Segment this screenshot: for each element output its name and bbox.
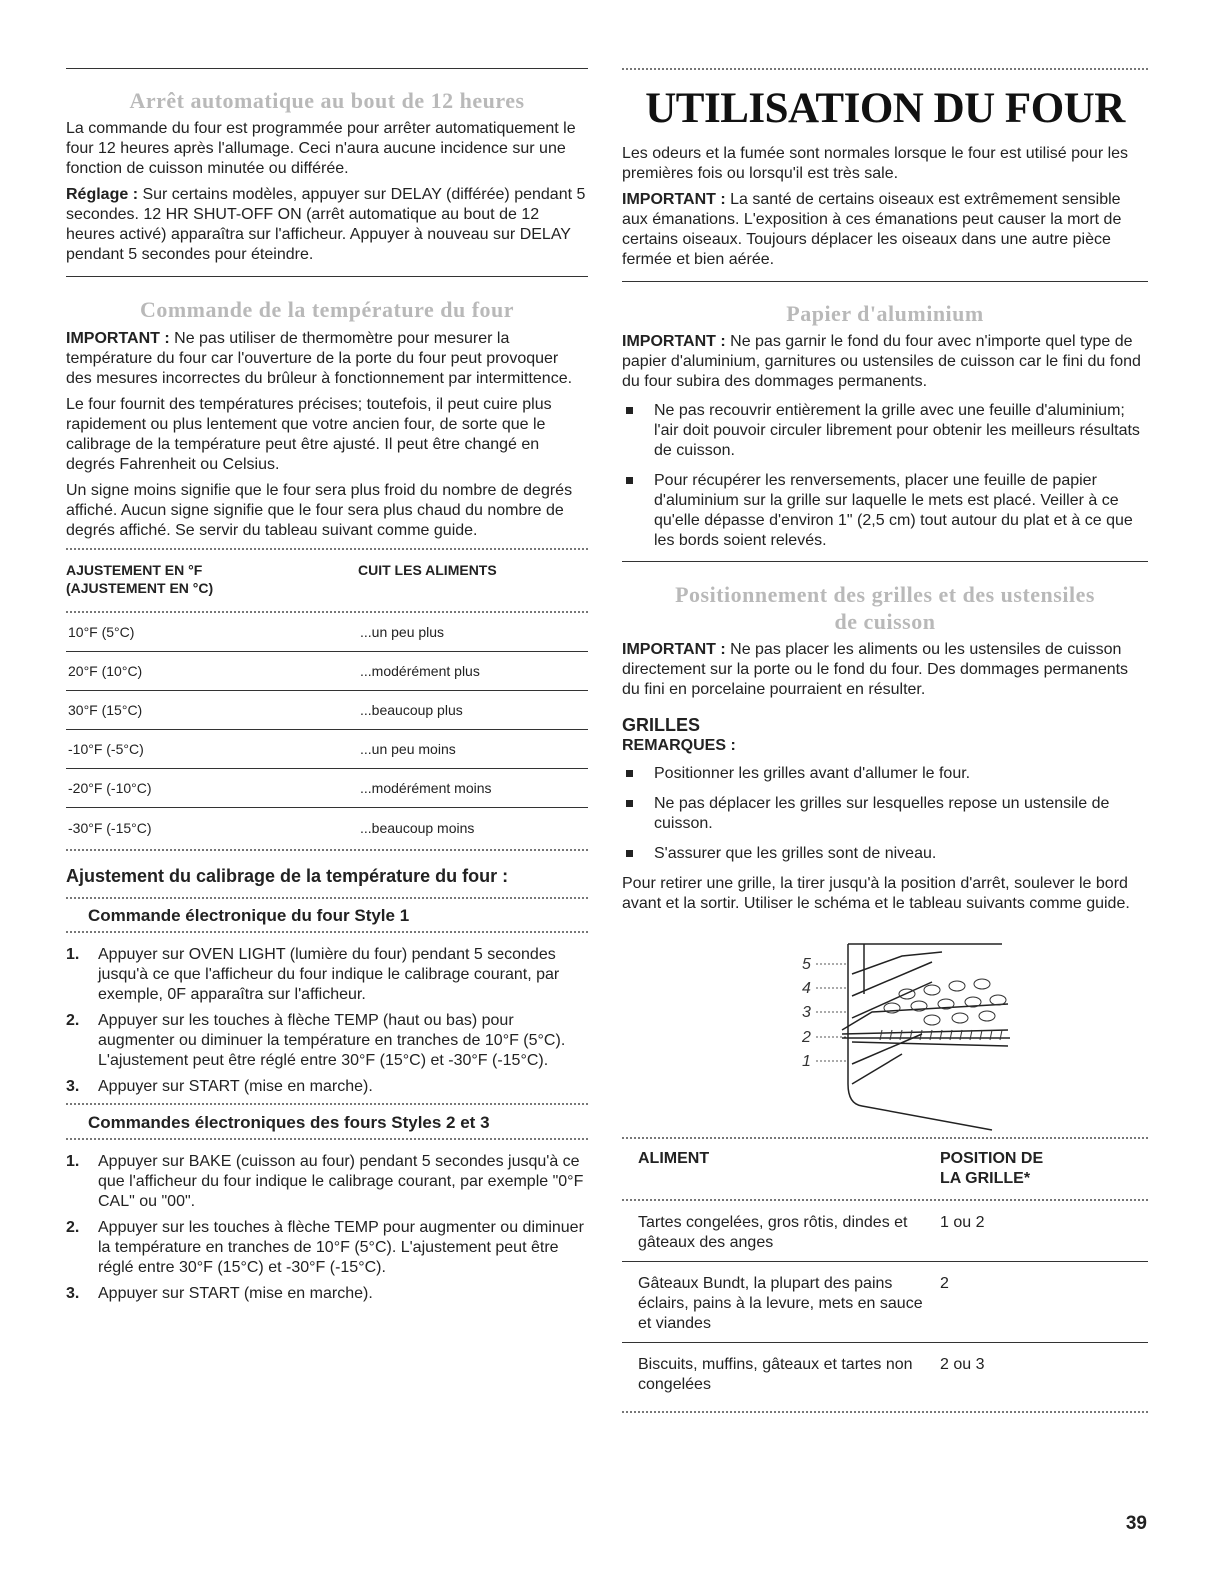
right-column [622, 0, 1148, 1413]
paragraph: Les odeurs et la fumée sont normales lorsque le four est utilisé pour les premières fois ou lorsqu'il est très sale. [622, 145, 1129, 182]
table-bottom-rule [66, 849, 588, 851]
bold-label: IMPORTANT : [622, 333, 726, 350]
rack-label-4: 4 [802, 980, 811, 997]
section-divider [66, 68, 588, 69]
section-divider [622, 561, 1148, 562]
table-row [66, 808, 588, 847]
title-rule [622, 68, 1148, 70]
page-number: 39 [1125, 1513, 1147, 1534]
table-row [66, 652, 588, 691]
rack-label-2: 2 [802, 1029, 811, 1046]
remarques-heading: REMARQUES : [622, 737, 736, 754]
paragraph [622, 640, 1148, 700]
style1-heading: Commande électronique du four Style 1 [88, 906, 410, 925]
bold-label: IMPORTANT : [66, 330, 170, 347]
column-header: POSITION DE [940, 1150, 1044, 1167]
table-cell: ...beaucoup moins [360, 819, 475, 836]
table-header [622, 1139, 1148, 1199]
table-cell: Gâteaux Bundt, la plupart des pains éclairs, pains à la levure, mets en sauce et viandes [638, 1275, 923, 1332]
section-heading-auto-shutoff: Arrêt automatique au bout de 12 heures [129, 88, 525, 113]
section-heading-rack-positioning-line2: de cuisson [834, 609, 936, 634]
paragraph-text: Ne pas utiliser de thermomètre pour mesurer la température du four car l'ouverture de la porte du four peut provoquer des mesures incorrectes du brûleur à fonctionnement par intermittence. [66, 330, 573, 387]
table-cell: -30°F (-15°C) [68, 819, 152, 836]
bullet-item [622, 401, 1148, 461]
rack-position-table [622, 1137, 1148, 1413]
table-cell: Biscuits, muffins, gâteaux et tartes non congelées [638, 1356, 913, 1393]
oven-rack-diagram [782, 934, 1012, 1134]
table-cell: Tartes congelées, gros rôtis, dindes et gâteaux des anges [638, 1214, 908, 1251]
bold-label: Réglage : [66, 186, 139, 203]
table-row [66, 691, 588, 730]
table-cell: 10°F (5°C) [68, 624, 135, 640]
table-cell: ...un peu plus [360, 624, 445, 640]
rack-diagram-svg [782, 934, 1012, 1134]
bullet-text: Positionner les grilles avant d'allumer le four. [654, 765, 971, 782]
rack-label-3: 3 [802, 1004, 811, 1021]
table-row [66, 613, 588, 652]
square-bullet-icon [626, 407, 633, 414]
table-cell: -20°F (-10°C) [68, 780, 152, 796]
step-text: Appuyer sur START (mise en marche). [98, 1078, 373, 1095]
column-header: LA GRILLE* [940, 1170, 1031, 1187]
calibration-table [66, 548, 588, 851]
bullet-text: Pour récupérer les renversements, placer une feuille de papier d'aluminium sur la grille sur laquelle le mets est placé. Veiller à ce qu'elle dépasse d'environ 1" (2,5 cm) tout autour du plat et à ce que les bords soient relevés. [654, 472, 1133, 549]
paragraph: Un signe moins signifie que le four sera plus froid du nombre de degrés affiché. Aucun signe signifie que le four sera plus chaud du nombre de degrés affiché. Se servir du tableau suivant comme guide. [66, 482, 573, 539]
column-header: ALIMENT [638, 1150, 710, 1167]
table-cell: ...un peu moins [360, 741, 456, 757]
step-item [66, 1218, 588, 1278]
rack-label-1: 1 [802, 1053, 811, 1070]
bold-label: IMPORTANT : [622, 191, 726, 208]
section-divider [622, 281, 1148, 282]
paragraph-text: Ne pas placer les aliments ou les ustensiles de cuisson directement sur la porte ou le fond du four. Des dommages permanents du fini en porcelaine pourraient en résulter. [622, 641, 1129, 698]
step-text: Appuyer sur les touches à flèche TEMP pour augmenter ou diminuer la température en tranches de 10°F (5°C). L'ajustement peut être réglé entre 30°F (15°C) et -30°F (-15°C). [98, 1219, 584, 1276]
section-heading-temperature-control: Commande de la température du four [139, 297, 515, 322]
sub-rule [66, 931, 588, 933]
section-heading-rack-positioning: Positionnement des grilles et des ustensiles [675, 582, 1095, 607]
square-bullet-icon [626, 850, 633, 857]
sub-rule [66, 897, 588, 899]
paragraph: Pour retirer une grille, la tirer jusqu'à la position d'arrêt, soulever le bord avant et la sortir. Utiliser le schéma et le tableau suivants comme guide. [622, 875, 1130, 912]
step-text: Appuyer sur les touches à flèche TEMP (haut ou bas) pour augmenter ou diminuer la température en tranches de 10°F (5°C). L'ajustement peut être réglé entre 30°F (15°C) et -30°F (-15°C). [98, 1012, 566, 1069]
style23-heading: Commandes électroniques des fours Styles 2 et 3 [88, 1113, 490, 1132]
step-number: 3. [66, 1078, 80, 1095]
table-cell: -10°F (-5°C) [68, 741, 144, 757]
step-item [66, 945, 588, 1005]
rack-bullet-list [622, 764, 1148, 864]
sub-rule [66, 1103, 588, 1105]
step-item [66, 1284, 588, 1304]
paragraph-text: La santé de certains oiseaux est extrêmement sensible aux émanations. L'exposition à ces émanations peut causer la mort de certains oiseaux. Toujours déplacer les oiseaux dans une autre pièce fermée et bien aérée. [622, 191, 1122, 268]
bullet-text: S'assurer que les grilles sont de niveau. [654, 845, 937, 862]
step-item [66, 1152, 588, 1212]
column-header: CUIT LES ALIMENTS [358, 562, 497, 578]
step-number: 1. [66, 946, 80, 963]
bold-label: IMPORTANT : [622, 641, 726, 658]
sub-rule [66, 1138, 588, 1140]
table-cell: 1 ou 2 [940, 1214, 985, 1231]
paragraph [66, 185, 588, 265]
square-bullet-icon [626, 770, 633, 777]
column-header: AJUSTEMENT EN °F [66, 562, 203, 578]
paragraph: Le four fournit des températures précises; toutefois, il peut cuire plus rapidement ou plus lentement que votre ancien four, de sorte que le calibrage de la température peut être ajusté. Il peut être changé en degrés Fahrenheit ou Celsius. [66, 396, 552, 473]
section-divider [66, 276, 588, 277]
calibration-heading: Ajustement du calibrage de la température du four : [66, 866, 509, 886]
table-cell: 30°F (15°C) [68, 702, 143, 718]
style1-steps [66, 945, 588, 1097]
table-cell: 20°F (10°C) [68, 663, 143, 679]
step-text: Appuyer sur OVEN LIGHT (lumière du four) pendant 5 secondes jusqu'à ce que l'afficheur du four indique le calibrage courant, par exemple, 0F apparaîtra sur l'afficheur. [98, 946, 560, 1003]
step-item [66, 1077, 588, 1097]
bullet-item [622, 794, 1148, 834]
table-header [66, 550, 588, 611]
table-cell: ...modérément plus [360, 663, 480, 679]
square-bullet-icon [626, 477, 633, 484]
table-row [66, 769, 588, 808]
bullet-item [622, 471, 1148, 551]
table-cell: ...beaucoup plus [360, 702, 463, 718]
page-title: UTILISATION DU FOUR [645, 85, 1125, 132]
step-number: 2. [66, 1219, 80, 1236]
table-bottom-rule [622, 1411, 1148, 1413]
paragraph-text: Sur certains modèles, appuyer sur DELAY (différée) pendant 5 secondes. 12 HR SHUT-OFF ON (arrêt automatique au bout de 12 heures activé) apparaîtra sur l'afficheur. Appuyer à nouveau sur DELAY pendant 5 secondes pour éteindre. [66, 186, 586, 263]
style23-steps [66, 1152, 588, 1304]
paragraph: La commande du four est programmée pour arrêter automatiquement le four 12 heures après l'allumage. Ceci n'aura aucune incidence sur une fonction de cuisson minutée ou différée. [66, 120, 576, 177]
bullet-text: Ne pas recouvrir entièrement la grille avec une feuille d'aluminium; l'air doit pouvoir circuler librement pour obtenir les meilleurs résultats de cuisson. [654, 402, 1140, 459]
left-column [66, 0, 588, 1310]
step-item [66, 1011, 588, 1071]
table-row [622, 1201, 1148, 1262]
column-header: (AJUSTEMENT EN °C) [66, 580, 214, 596]
bullet-item [622, 764, 1148, 784]
paragraph [66, 329, 588, 389]
foil-bullet-list [622, 401, 1148, 551]
grilles-heading: GRILLES [622, 715, 701, 735]
rack-label-5: 5 [802, 956, 811, 973]
paragraph-text: Ne pas garnir le fond du four avec n'importe quel type de papier d'aluminium, garnitures ou ustensiles de cuisson car le fini du fond du four subira des dommages permanents. [622, 333, 1141, 390]
table-row [622, 1343, 1148, 1403]
section-heading-aluminum-foil: Papier d'aluminium [786, 301, 984, 326]
table-row [622, 1262, 1148, 1343]
table-cell: 2 ou 3 [940, 1356, 985, 1373]
step-text: Appuyer sur BAKE (cuisson au four) pendant 5 secondes jusqu'à ce que l'afficheur du four indique le calibrage courant, par exemple "0°F CAL" ou "00". [98, 1153, 584, 1210]
bullet-item [622, 844, 1148, 864]
table-row [66, 730, 588, 769]
bullet-text: Ne pas déplacer les grilles sur lesquelles repose un ustensile de cuisson. [654, 795, 1110, 832]
table-cell: 2 [940, 1275, 949, 1292]
step-number: 2. [66, 1012, 80, 1029]
step-text: Appuyer sur START (mise en marche). [98, 1285, 373, 1302]
square-bullet-icon [626, 800, 633, 807]
table-cell: ...modérément moins [360, 780, 492, 796]
paragraph [622, 332, 1148, 392]
step-number: 3. [66, 1285, 80, 1302]
step-number: 1. [66, 1153, 80, 1170]
paragraph [622, 190, 1148, 270]
